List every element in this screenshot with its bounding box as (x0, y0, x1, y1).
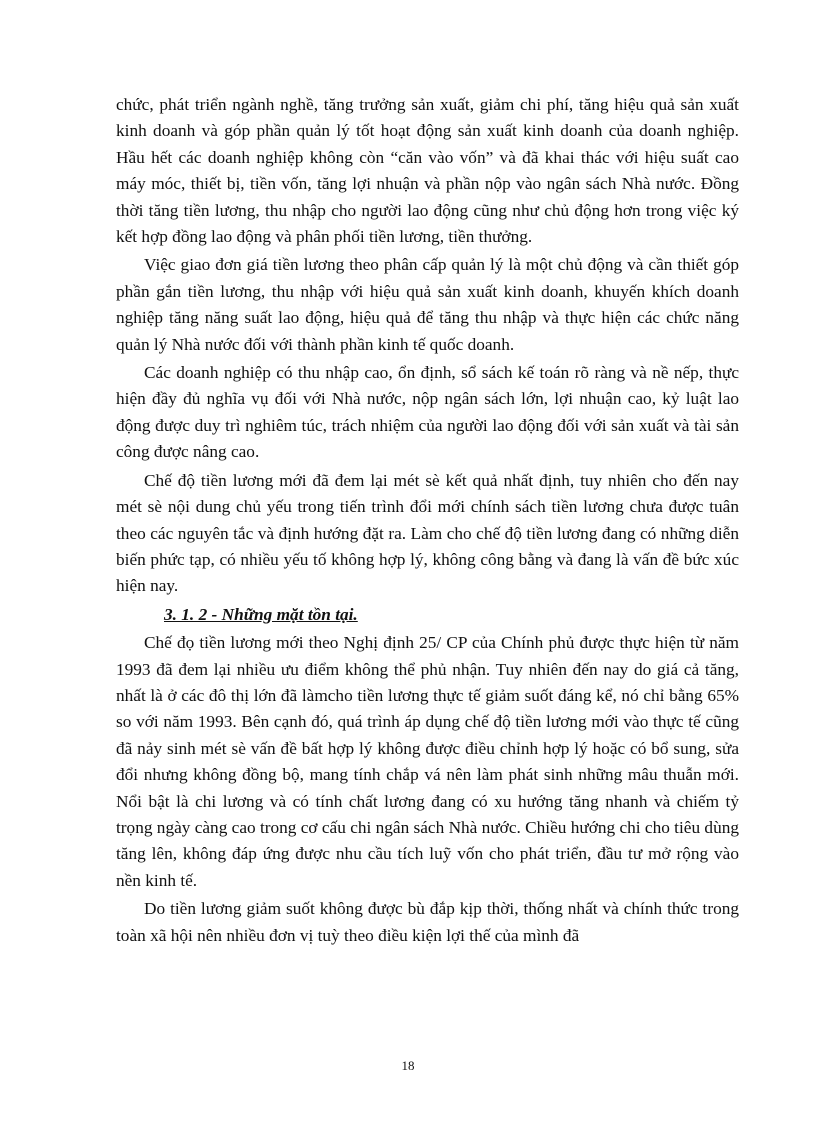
paragraph-new-wage-regime: Chế độ tiền lương mới đã đem lại mét sè kết quả nhất định, tuy nhiên cho đến nay mét sè nội dung chủ yếu trong tiến trình đổi mới chính sách tiền lương chưa được tuân theo các nguyên tắc và định hướng đặt ra. Làm cho chế độ tiền lương đang có những diễn biến phức tạp, có nhiều yếu tố không hợp lý, không công bằng và đang là vấn đề bức xúc hiện nay. (116, 470, 739, 596)
page-body (116, 92, 739, 951)
paragraph-wage-decline: Do tiền lương giảm suốt không được bù đắp kịp thời, thống nhất và chính thức trong toàn xã hội nên nhiều đơn vị tuỳ theo điều kiện lợi thế của mình đã (116, 899, 739, 945)
paragraph-continued: chức, phát triển ngành nghề, tăng trưởng sản xuất, giảm chi phí, tăng hiệu quả sản xuất kinh doanh và góp phần quản lý tốt hoạt động sản xuất kinh doanh của doanh nghiệp. Hầu hết các doanh nghiệp không còn “căn vào vốn” và đã khai thác với hiệu suất cao máy móc, thiết bị, tiền vốn, tăng lợi nhuận và phần nộp vào ngân sách Nhà nước. Đồng thời tăng tiền lương, thu nhập cho người lao động cũng như chủ động hơn trong việc ký kết hợp đồng lao động và phân phối tiền lương, tiền thưởng. (116, 95, 739, 247)
paragraph-wage-unit-price: Việc giao đơn giá tiền lương theo phân cấp quản lý là một chủ động và cần thiết góp phần gắn tiền lương, thu nhập với hiệu quả sản xuất kinh doanh, khuyến khích doanh nghiệp tăng năng suất lao động, hiệu quả để tăng thu nhập và thực hiện các chức năng quản lý Nhà nước đối với thành phần kinh tế quốc doanh. (116, 255, 739, 354)
paragraph-enterprises-income: Các doanh nghiệp có thu nhập cao, ổn định, sổ sách kế toán rõ ràng và nề nếp, thực hiện đầy đủ nghĩa vụ đối với Nhà nước, nộp ngân sách lớn, lợi nhuận cao, kỷ luật lao động được duy trì nghiêm túc, trách nhiệm của người lao động đối với sản xuất và tài sản công được nâng cao. (116, 363, 739, 462)
section-heading: 3. 1. 2 - Những mặt tồn tại. (164, 604, 358, 624)
paragraph-decree-25: Chế đọ tiền lương mới theo Nghị định 25/ CP của Chính phủ được thực hiện từ năm 1993 đã đem lại nhiều ưu điểm không thể phủ nhận. Tuy nhiên đến nay do giá cả tăng, nhất là ở các đô thị lớn đã làmcho tiền lương thực tế giảm suốt đáng kể, nó chỉ bằng 65% so với năm 1993. Bên cạnh đó, quá trình áp dụng chế độ tiền lương mới vào thực tế cũng đã nảy sinh mét sè vấn đề bất hợp lý không được điều chỉnh hợp lý hoặc có bổ sung, sửa đổi nhưng không đồng bộ, mang tính chắp vá nên làm phát sinh những mâu thuẫn mới. Nổi bật là chi lương và có tính chất lương đang có xu hướng tăng nhanh và chiếm tỷ trọng ngày càng cao trong cơ cấu chi ngân sách Nhà nước. Chiều hướng chi cho tiêu dùng tăng lên, không đáp ứng được nhu cầu tích luỹ vốn cho phát triển, đầu tư mở rộng vào nền kinh tế. (116, 633, 739, 890)
page-number: 18 (401, 1058, 415, 1073)
